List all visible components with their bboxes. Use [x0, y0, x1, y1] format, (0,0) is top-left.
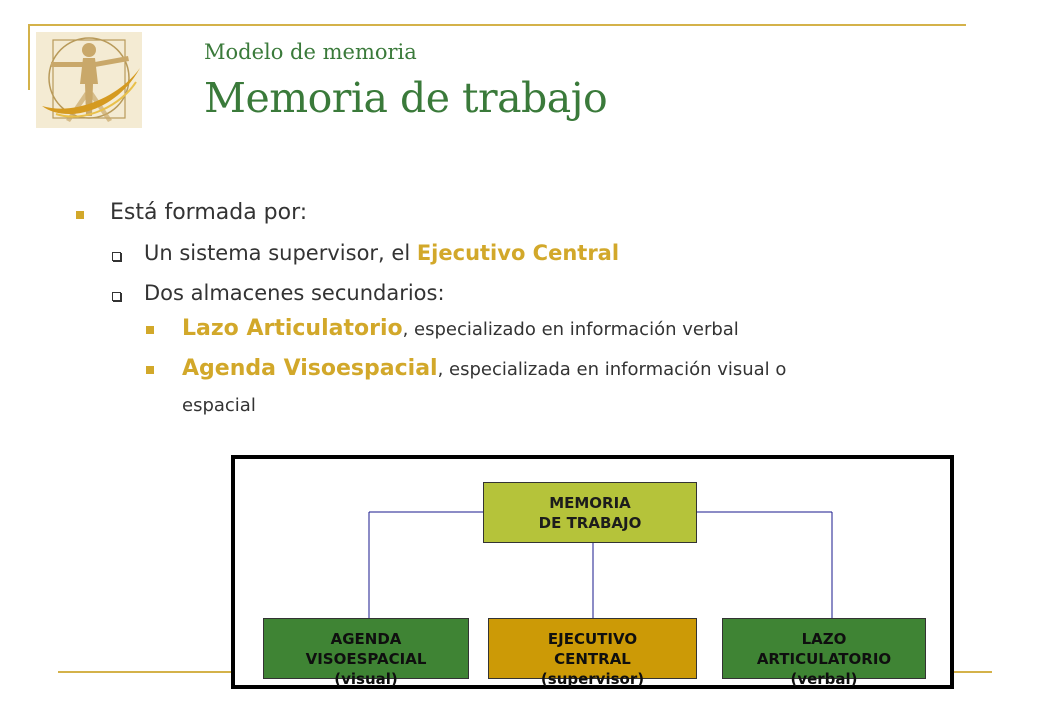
bullet-text: [182, 356, 786, 381]
node-label: (visual): [334, 670, 398, 688]
vitruvian-man-logo-icon: [36, 32, 142, 128]
checkbox-bullet-icon: [112, 292, 121, 301]
node-label: DE TRABAJO: [538, 513, 642, 532]
node-label: (supervisor): [540, 670, 645, 688]
square-bullet-icon: [76, 211, 84, 219]
bullet-text: [144, 241, 619, 265]
node-agenda-visoespacial: [263, 618, 469, 688]
node-label: AGENDA: [330, 630, 402, 648]
bullet-highlight: Ejecutivo Central: [416, 241, 620, 265]
node-label: EJECUTIVO: [547, 630, 638, 648]
node-label: CENTRAL: [554, 650, 631, 668]
checkbox-bullet-icon: [112, 252, 121, 261]
node-lazo-articulatorio: [722, 618, 926, 688]
node-label: LAZO: [801, 630, 847, 648]
bullet-highlight: Agenda Visoespacial: [182, 356, 438, 381]
bullet-text: Dos almacenes secundarios:: [144, 281, 445, 305]
slide-title: Memoria de trabajo: [204, 74, 608, 122]
frame-top-rule: [28, 24, 966, 26]
node-label: ARTICULATORIO: [756, 650, 892, 668]
bullet-text: [182, 316, 739, 341]
node-ejecutivo-central: [488, 618, 697, 688]
working-memory-diagram: [231, 455, 954, 689]
bullet-text-continuation: espacial: [182, 395, 256, 416]
square-bullet-icon: [146, 366, 154, 374]
square-bullet-icon: [146, 326, 154, 334]
slide-subtitle: Modelo de memoria: [204, 40, 417, 64]
node-label: VISOESPACIAL: [305, 650, 427, 668]
bullet-text-plain: Un sistema supervisor, el: [144, 241, 417, 265]
node-memoria-de-trabajo: [483, 482, 697, 543]
bullet-highlight: Lazo Articulatorio: [182, 316, 403, 341]
node-label: MEMORIA: [549, 493, 631, 512]
bullet-text: Está formada por:: [110, 200, 308, 225]
bullet-text-plain: , especializado en información verbal: [402, 319, 739, 340]
bullet-text-plain: , especializada en información visual o: [437, 359, 787, 380]
frame-left-rule: [28, 24, 30, 90]
node-label: (verbal): [790, 670, 858, 688]
